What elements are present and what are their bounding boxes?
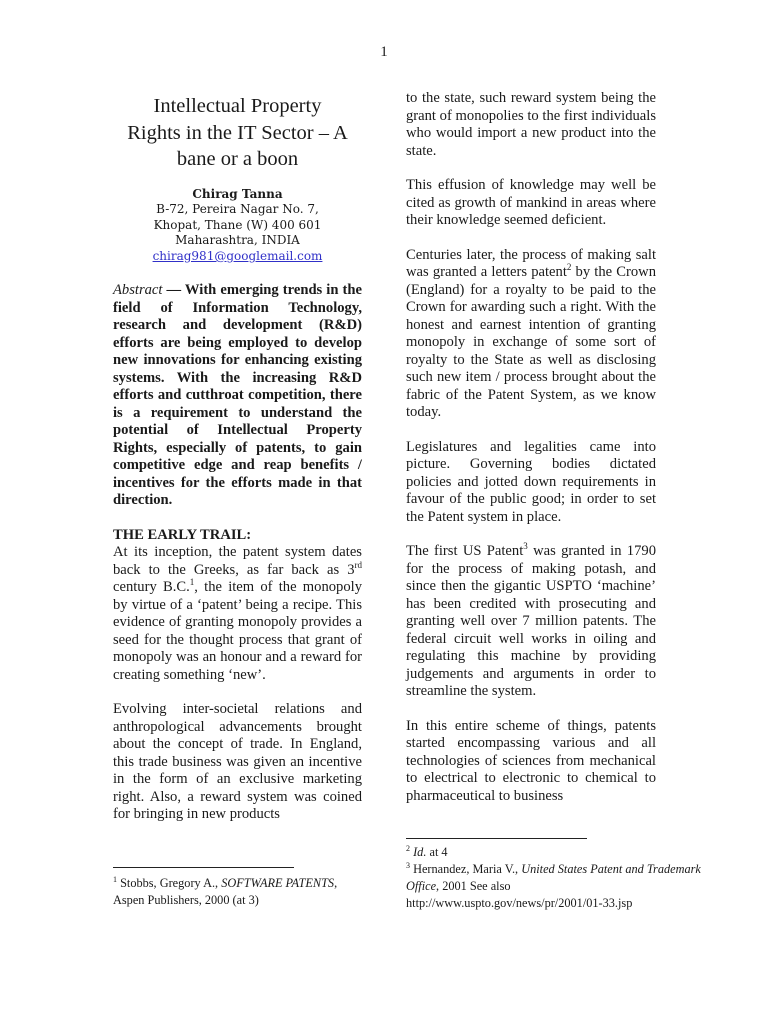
paragraph: In this entire scheme of things, patents started encompassing various and all technologies of sciences from mechanical to electrical to electronic to chemical to pharmaceutical to business bbox=[406, 717, 656, 804]
paragraph: to the state, such reward system being the grant of monopolies to the first individuals who would import a new product into the state. bbox=[406, 90, 656, 159]
paragraph bbox=[113, 544, 362, 684]
text-span: At its inception, the patent system dates back to the Greeks, as far back as 3 bbox=[113, 544, 362, 578]
author-email-link[interactable]: chirag981@googlemail.com bbox=[152, 248, 323, 263]
footnotes-right bbox=[406, 844, 706, 912]
paragraph: Legislatures and legalities came into picture. Governing bodies dictated policies and jotted down requirements in favour of the public good; in order to set the Patent system in place. bbox=[406, 438, 656, 525]
footnote-1 bbox=[113, 875, 373, 909]
text-span: was granted in 1790 for the process of making potash, and since then the gigantic USPTO ‘machine’ has been credited with prosecuting and granting well over 7 million patents. The federal circuit well works in oiling and regulating this machine by providing judgements and arguments in order to streamline the system. bbox=[406, 543, 656, 699]
abstract bbox=[113, 282, 362, 510]
text-span: , the item of the monopoly by virtue of a ‘patent’ being a recipe. This evidence of granting monopoly provides a seed for the thought process that grant of monopoly was an honour and a reward for creating something ‘new’. bbox=[113, 579, 362, 683]
text-span: Hernandez, Maria V., bbox=[410, 862, 522, 876]
text-span: , 2001 See also bbox=[436, 879, 511, 893]
text-span: Stobbs, Gregory A., bbox=[117, 876, 222, 890]
text-span: Centuries later, the process of making salt was granted a letters patent bbox=[406, 246, 656, 280]
title-line-1: Intellectual Property bbox=[153, 95, 322, 117]
text-span: The first US Patent bbox=[406, 543, 524, 559]
footnote-separator bbox=[113, 867, 294, 868]
author-address-line-3: Maharashtra, INDIA bbox=[175, 233, 300, 248]
superscript: rd bbox=[354, 559, 362, 570]
footnote-ref-1[interactable]: 1 bbox=[189, 577, 195, 588]
right-column bbox=[406, 90, 656, 805]
author-name: Chirag Tanna bbox=[192, 186, 283, 201]
footnote-2 bbox=[406, 844, 706, 861]
abstract-text: — With emerging trends in the field of Information Technology, research and development (R&D) efforts are being employed to develop new innovations for enhancing existing systems. With the increasing R&D efforts and cutthroat competition, there is a requirement to understand the potential of Intellectual Property Rights, especially of patents, to gain competitive edge and reap benefits / incentives for the efforts made in that direction. bbox=[113, 282, 362, 509]
author-block bbox=[113, 187, 362, 265]
footnote-3 bbox=[406, 861, 706, 895]
author-address-line-2: Khopat, Thane (W) 400 601 bbox=[153, 217, 322, 232]
footnote-number: 1 bbox=[113, 875, 117, 884]
abstract-label: Abstract bbox=[113, 282, 163, 299]
author-address-line-1: B-72, Pereira Nagar No. 7, bbox=[156, 202, 319, 217]
footnote-separator bbox=[406, 838, 587, 839]
footnote-ref-2[interactable]: 2 bbox=[566, 262, 572, 272]
paragraph: Evolving inter-societal relations and anthropological advancements brought about the concept of trade. In England, this trade business was given an incentive in the form of an exclusive marketing right. Also, a reward system was coined for bringing in new products bbox=[113, 701, 362, 823]
text-span: at 4 bbox=[426, 845, 448, 859]
paragraph: This effusion of knowledge may well be cited as growth of mankind in areas where their knowledge seemed deficient. bbox=[406, 177, 656, 228]
paragraph bbox=[406, 543, 656, 701]
text-span: Id. bbox=[410, 845, 427, 859]
text-span: century B.C. bbox=[113, 579, 190, 596]
title-line-3: bane or a boon bbox=[176, 148, 299, 170]
footnote-url-link[interactable]: http://www.uspto.gov/news/pr/2001/01-33.jsp bbox=[406, 896, 633, 910]
text-span: United States Patent and Trademark Office bbox=[406, 862, 701, 893]
text-span: , bbox=[334, 876, 338, 890]
section-heading: THE EARLY TRAIL: bbox=[113, 526, 252, 543]
footnote-number: 3 bbox=[406, 861, 410, 870]
footnote-ref-3[interactable]: 3 bbox=[523, 541, 528, 551]
paragraph bbox=[406, 247, 656, 422]
footnote-line bbox=[113, 875, 373, 892]
title-line-2: Rights in the IT Sector – A bbox=[127, 121, 348, 144]
left-column bbox=[113, 90, 362, 824]
footnote-line: Aspen Publishers, 2000 (at 3) bbox=[113, 893, 259, 907]
paper-title bbox=[113, 93, 362, 173]
text-span: SOFTWARE PATENTS bbox=[221, 876, 335, 890]
text-span: by the Crown (England) for a royalty to be paid to the Crown for awarding such a right. With the honest and earnest intention of granting monopoly in exchange of some sort of royalty to the State as well as disclosing such new item / process brought about the fabric of the Patent System, as we know today. bbox=[406, 264, 656, 420]
page-number: 1 bbox=[380, 44, 388, 60]
footnote-number: 2 bbox=[406, 844, 410, 853]
